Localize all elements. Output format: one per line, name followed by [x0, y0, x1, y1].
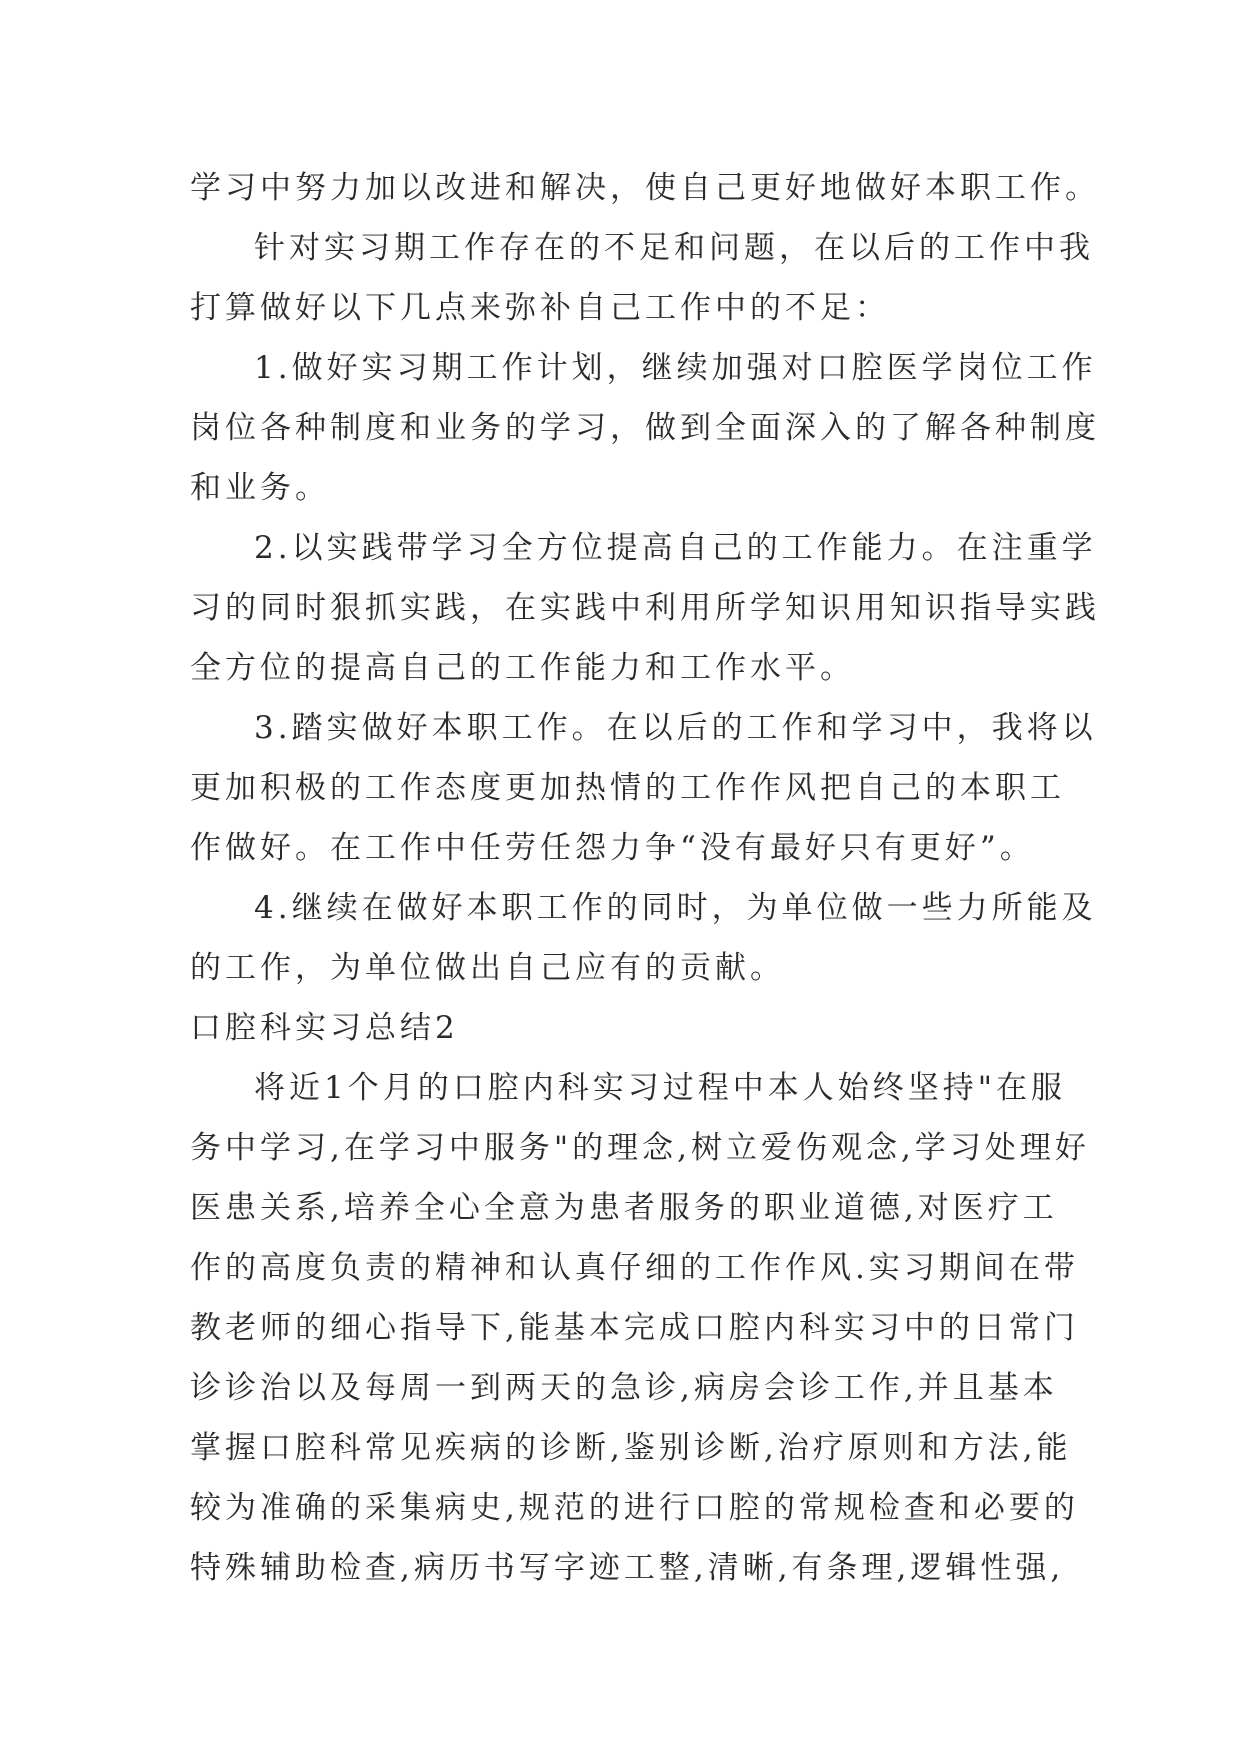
list-item-4: 4.继续在做好本职工作的同时，为单位做一些力所能及	[254, 890, 1097, 926]
section-heading: 口腔科实习总结2	[190, 1010, 459, 1046]
list-item-1: 1.做好实习期工作计划，继续加强对口腔医学岗位工作	[254, 350, 1097, 386]
list-item-2: 2.以实践带学习全方位提高自己的工作能力。在注重学	[254, 530, 1097, 566]
document-body	[190, 158, 1100, 1598]
text-line: 打算做好以下几点来弥补自己工作中的不足：	[190, 290, 890, 326]
paragraph-start: 针对实习期工作存在的不足和问题，在以后的工作中我	[254, 230, 1094, 266]
text-line: 学习中努力加以改进和解决，使自己更好地做好本职工作。	[190, 170, 1100, 206]
text-line: 的工作，为单位做出自己应有的贡献。	[190, 950, 785, 986]
text-line: 医患关系,培养全心全意为患者服务的职业道德,对医疗工	[190, 1190, 1058, 1226]
text-line: 较为准确的采集病史,规范的进行口腔的常规检查和必要的	[190, 1490, 1079, 1526]
paragraph-start: 将近1个月的口腔内科实习过程中本人始终坚持"在服	[254, 1070, 1066, 1106]
text-line: 务中学习,在学习中服务"的理念,树立爱伤观念,学习处理好	[190, 1130, 1090, 1166]
text-line: 作做好。在工作中任劳任怨力争“没有最好只有更好”。	[190, 830, 1035, 866]
text-line: 特殊辅助检查,病历书写字迹工整,清晰,有条理,逻辑性强,	[190, 1550, 1065, 1586]
text-line: 岗位各种制度和业务的学习，做到全面深入的了解各种制度	[190, 410, 1100, 446]
text-line: 诊诊治以及每周一到两天的急诊,病房会诊工作,并且基本	[190, 1370, 1058, 1406]
text-line: 全方位的提高自己的工作能力和工作水平。	[190, 650, 855, 686]
text-line: 教老师的细心指导下,能基本完成口腔内科实习中的日常门	[190, 1310, 1079, 1346]
text-line: 作的高度负责的精神和认真仔细的工作作风.实习期间在带	[190, 1250, 1079, 1286]
text-line: 更加积极的工作态度更加热情的工作作风把自己的本职工	[190, 770, 1065, 806]
list-item-3: 3.踏实做好本职工作。在以后的工作和学习中，我将以	[254, 710, 1097, 746]
text-line: 习的同时狠抓实践，在实践中利用所学知识用知识指导实践	[190, 590, 1100, 626]
text-line: 掌握口腔科常见疾病的诊断,鉴别诊断,治疗原则和方法,能	[190, 1430, 1072, 1466]
text-line: 和业务。	[190, 470, 330, 506]
